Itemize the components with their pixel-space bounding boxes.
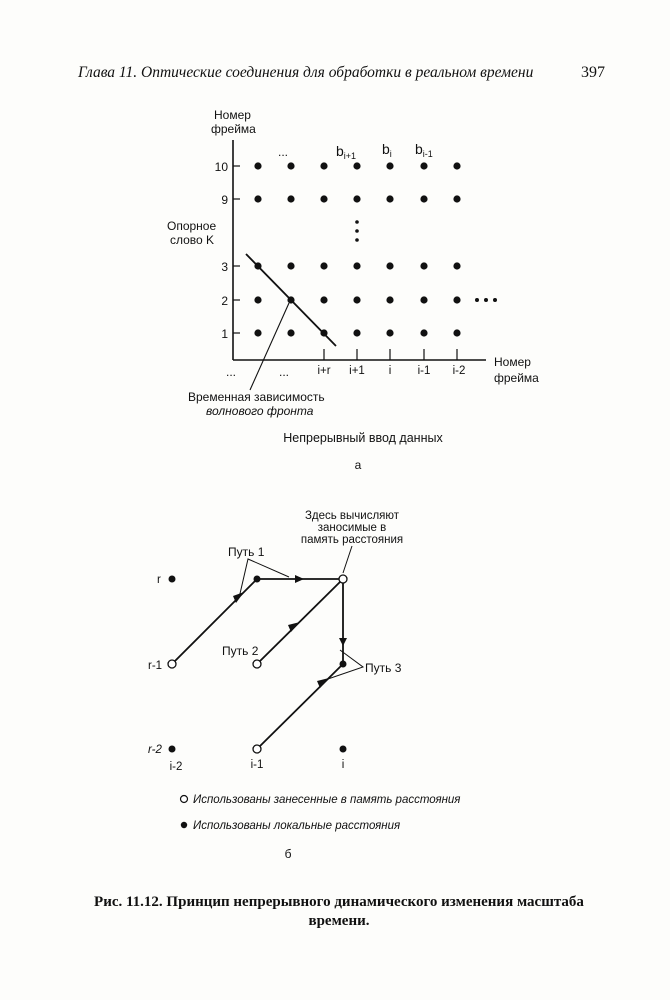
grid-dot (320, 195, 327, 202)
panel-label-a: а (354, 458, 362, 472)
grid-dot (386, 329, 393, 336)
x-dots-left: ... (226, 365, 237, 379)
y-tick-label-3: 3 (221, 260, 228, 274)
grid-dot (287, 162, 294, 169)
compute-label-line1: Здесь вычисляют (304, 510, 400, 522)
grid-dot (254, 162, 261, 169)
y-tick-label-1: 1 (221, 327, 228, 341)
arrowhead-icon (339, 638, 347, 646)
page-number: 397 (581, 64, 605, 81)
diagram-a (167, 108, 539, 472)
grid-dot (353, 329, 360, 336)
grid-dot (254, 195, 261, 202)
legend-filled-circle-icon (181, 822, 187, 828)
grid-dot (353, 296, 360, 303)
y-tick-label-9: 9 (221, 193, 228, 207)
grid-dot (353, 262, 360, 269)
figure-caption: Рис. 11.12. Принцип непрерывного динамического изменения масштаба времени. (94, 894, 584, 929)
col-label-i-2: i-2 (169, 761, 183, 773)
node-r1-i-2 (168, 660, 176, 668)
y-axis-label-line1: Номер (214, 108, 251, 122)
column-label-b-i: $b_i$ (382, 141, 392, 159)
grid-dot (453, 329, 460, 336)
node-r2-i-1 (253, 745, 261, 753)
row-label-r: r (157, 574, 161, 586)
compute-label-line3: память расстояния (300, 534, 404, 546)
y-axis-label-line2: фрейма (211, 122, 256, 136)
grid-dot (386, 162, 393, 169)
legend-open-circle-icon (181, 796, 188, 803)
grid-dot (453, 296, 460, 303)
row-label-r-1: r-1 (148, 660, 163, 672)
grid-dot (420, 162, 427, 169)
panel-label-b: б (284, 847, 292, 861)
path-1-label: Путь 1 (228, 545, 265, 559)
grid-dot (320, 262, 327, 269)
x-tick-label-i: i (388, 365, 392, 377)
compute-label-line2: заносимые в (317, 522, 387, 534)
grid-dot (254, 296, 261, 303)
grid-dot (320, 296, 327, 303)
x-tick-label-i-minus-1: i-1 (417, 365, 431, 377)
wavefront-label-line2: волнового фронта (206, 404, 314, 418)
grid-dot (420, 195, 427, 202)
y-tick-label-2: 2 (221, 294, 228, 308)
ref-word-label-line2: слово K (170, 233, 215, 247)
node-r1-i-1 (253, 660, 261, 668)
column-label-b-i-plus-1: $b_{i+1}$ (336, 143, 357, 161)
x-axis-label-line2: фрейма (494, 371, 539, 385)
x-tick-label-i-plus-1: i+1 (349, 365, 365, 377)
ref-word-label-line1: Опорное (167, 219, 217, 233)
running-header-title: Глава 11. Оптические соединения для обработки в реальном времени (78, 64, 534, 81)
diagram-b (148, 510, 460, 861)
grid-dot (287, 195, 294, 202)
node-r-i-2 (169, 576, 176, 583)
node-r2-i (340, 746, 347, 753)
grid-dot (353, 195, 360, 202)
grid-dot (386, 296, 393, 303)
node-r1-i (340, 661, 347, 668)
grid-dot (320, 162, 327, 169)
grid-dot (453, 262, 460, 269)
y-tick-label-10: 10 (214, 160, 228, 174)
x-tick-label-i-plus-r: i+r (317, 365, 331, 377)
vertical-ellipsis (355, 220, 359, 242)
arrowhead-icon (295, 575, 304, 583)
path-2-label: Путь 2 (222, 644, 259, 658)
path-3-label: Путь 3 (365, 661, 402, 675)
grid-dot (287, 262, 294, 269)
grid-dot (254, 329, 261, 336)
grid-dot (386, 262, 393, 269)
grid-dot (420, 262, 427, 269)
grid-dot (420, 296, 427, 303)
col-label-i: i (341, 759, 345, 771)
legend-filled-label: Использованы локальные расстояния (193, 820, 401, 832)
legend-open-label: Использованы занесенные в память расстояния (193, 794, 461, 806)
grid-dot (453, 162, 460, 169)
x-axis-label-line1: Номер (494, 355, 531, 369)
grid-dot (287, 329, 294, 336)
wavefront-label-line1: Временная зависимость (188, 390, 325, 404)
x-dots-mid: ... (279, 365, 290, 379)
node-r-i (339, 575, 347, 583)
grid-dot (386, 195, 393, 202)
row-label-r-2: r-2 (148, 744, 162, 756)
node-r-i-1 (254, 576, 261, 583)
node-r2-i-2 (169, 746, 176, 753)
grid-dot (353, 162, 360, 169)
column-label-ellipsis: ... (278, 145, 289, 159)
compute-pointer (343, 546, 352, 573)
horizontal-ellipsis (475, 298, 497, 302)
continuous-input-label: Непрерывный ввод данных (283, 431, 443, 445)
x-tick-label-i-minus-2: i-2 (452, 365, 466, 377)
path-3-diagonal (257, 664, 343, 749)
col-label-i-1: i-1 (250, 759, 264, 771)
column-label-b-i-minus-1: $b_{i-1}$ (415, 141, 433, 159)
path-2-diagonal (257, 579, 343, 664)
grid-dot (420, 329, 427, 336)
grid-dot (453, 195, 460, 202)
